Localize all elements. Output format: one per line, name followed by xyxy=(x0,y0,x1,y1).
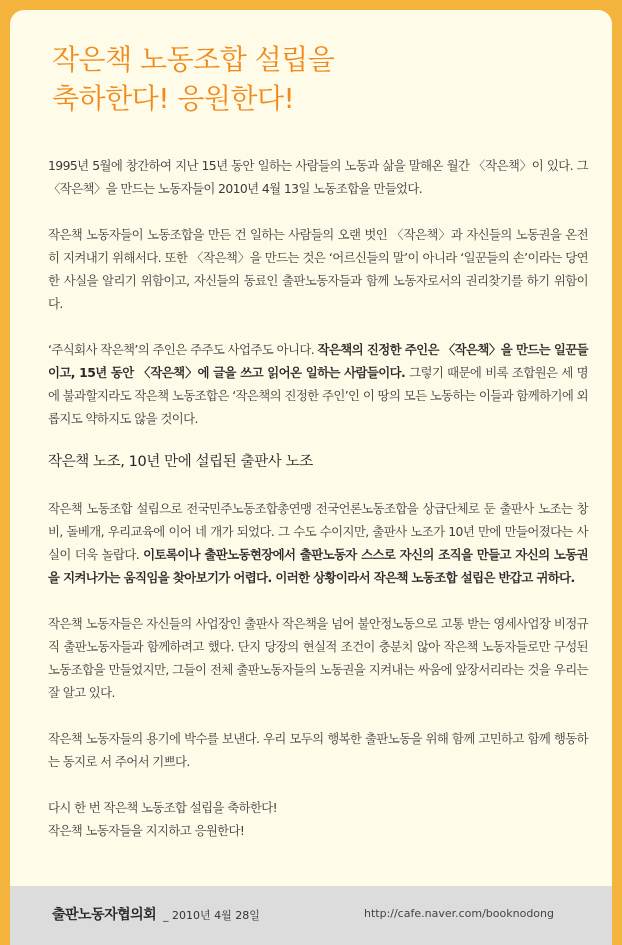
closing-line-2: 작은책 노동자들을 지지하고 응원한다! xyxy=(48,823,245,838)
paragraph-2: 작은책 노동자들이 노동조합을 만든 건 일하는 사람들의 오랜 벗인 〈작은책〉과 자신들의 노동권을 온전히 지켜내기 위해서다. 또한 〈작은책〉을 만드는 것은 ‘어르신들의 말’이 아니라 ‘일꾼들의 손’이라는 당연한 사실을 알리기 위함이고, 자신들의 동료인 출판노동자들과 함께 노동자로서의 권리찾기를 하기 위함이다. xyxy=(48,227,588,311)
paragraph-3-rest: 그렇기 때문에 비록 조합원은 세 명에 불과할지라도 작은책 노동조합은 ‘작은책의 진정한 주인’인 이 땅의 모든 노동하는 이들과 함께하기에 외롭지도 약하지도 않을 것이다. xyxy=(48,365,589,426)
signature-date: _ 2010년 4월 28일 xyxy=(163,909,260,922)
statement-page xyxy=(10,10,612,945)
paragraph-3-intro: ‘주식회사 작은책’의 주인은 주주도 사업주도 아니다. xyxy=(48,342,318,357)
cafe-url-link[interactable]: http://cafe.naver.com/booknodong xyxy=(363,907,554,920)
paragraph-4-intro: 작은책 노동조합 설립으로 전국민주노동조합총연맹 전국언론노동조합을 상급단체로 둔 출판사 노조는 창비, 돌베개, 우리교육에 이어 네 개가 되었다. 그 수도 수이지만, 출판사 노조가 10년 만에 만들어졌다는 사실이 더욱 놀랍다. xyxy=(48,501,588,562)
title-line-2: 축하한다! 응원한다! xyxy=(52,82,295,115)
page-title xyxy=(52,40,334,118)
paragraph-4 xyxy=(48,497,588,589)
paragraph-4-emphasis: 이토록이나 출판노동현장에서 출판노동자 스스로 자신의 조직을 만들고 자신의 노동권을 지켜나가는 움직임을 찾아보기가 어렵다. 이러한 상황이라서 작은책 노동조합 설립은 반갑고 귀하다. xyxy=(48,547,588,585)
title-line-1: 작은책 노동조합 설립을 xyxy=(52,43,335,76)
organization-name: 출판노동자협의회 xyxy=(52,907,157,923)
article-body xyxy=(48,154,588,865)
paragraph-1: 1995년 5월에 창간하여 지난 15년 동안 일하는 사람들의 노동과 삶을 말해온 월간 〈작은책〉이 있다. 그 〈작은책〉을 만드는 노동자들이 2010년 4월 13일 노동조합을 만들었다. xyxy=(48,158,588,196)
paragraph-6: 작은책 노동자들의 용기에 박수를 보낸다. 우리 모두의 행복한 출판노동을 위해 함께 고민하고 함께 행동하는 동지로 서 주어서 기쁘다. xyxy=(48,731,588,769)
section-heading: 작은책 노조, 10년 만에 설립된 출판사 노조 xyxy=(48,454,313,470)
closing-paragraph xyxy=(48,796,588,842)
paragraph-3-emphasis: 작은책의 진정한 주인은 〈작은책〉을 만드는 일꾼들이고, 15년 동안 〈작은책〉에 글을 쓰고 읽어온 일하는 사람들이다. xyxy=(48,342,588,380)
footer-bar xyxy=(10,886,612,945)
closing-line-1: 다시 한 번 작은책 노동조합 설립을 축하한다! xyxy=(48,800,278,815)
paragraph-3 xyxy=(48,338,588,430)
paragraph-5: 작은책 노동자들은 자신들의 사업장인 출판사 작은책을 넘어 불안정노동으로 고통 받는 영세사업장 비정규직 출판노동자들과 함께하려고 했다. 단지 당장의 현실적 조건이 충분치 않아 작은책 노동자들로만 구성된 노동조합을 만들었지만, 그들이 전체 출판노동자들의 노동권을 지켜내는 싸움에 앞장서리라는 것을 우리는 잘 알고 있다. xyxy=(48,616,588,700)
